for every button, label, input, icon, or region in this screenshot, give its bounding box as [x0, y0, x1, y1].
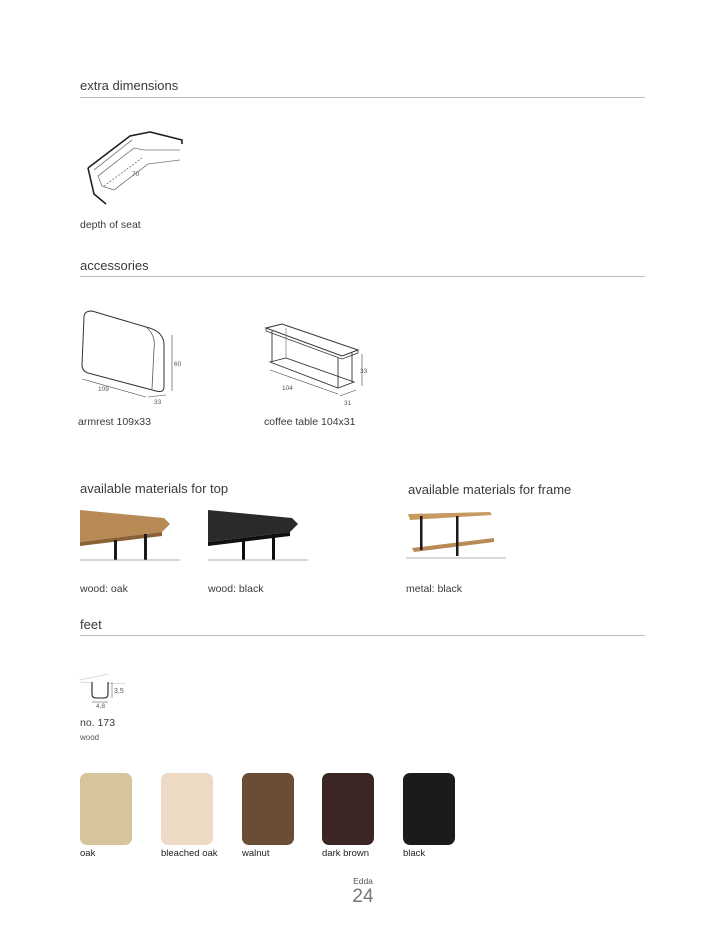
coffee-table-depth-label: 31 — [344, 400, 352, 407]
section-title-materials-frame: available materials for frame — [408, 482, 572, 497]
caption-coffee-table: coffee table 104x31 — [264, 416, 356, 428]
feet-model: no. 173 — [80, 717, 116, 729]
caption-wood-black: wood: black — [208, 583, 264, 595]
section-divider — [80, 276, 645, 277]
footer-brand: Edda — [353, 876, 373, 886]
swatch-label-dark-brown: dark brown — [322, 848, 369, 859]
armrest-height-label: 60 — [174, 361, 182, 368]
section-title-feet: feet — [80, 617, 102, 632]
section-divider — [80, 97, 645, 98]
material-wood-oak-image — [80, 510, 180, 562]
feet-material: wood — [80, 733, 100, 742]
swatch-bleached-oak — [161, 773, 213, 845]
caption-wood-oak: wood: oak — [80, 583, 128, 595]
foot-height-label: 3,5 — [114, 688, 124, 695]
seat-depth-drawing — [80, 128, 190, 208]
caption-depth-of-seat: depth of seat — [80, 219, 141, 231]
section-title-extra-dimensions: extra dimensions — [80, 78, 179, 93]
section-title-accessories: accessories — [80, 258, 149, 273]
swatch-label-walnut: walnut — [242, 848, 270, 859]
foot-drawing — [78, 664, 134, 712]
seat-depth-label: 70 — [132, 171, 140, 178]
swatch-oak — [80, 773, 132, 845]
swatch-label-bleached-oak: bleached oak — [161, 848, 218, 859]
caption-metal-black: metal: black — [406, 583, 463, 595]
armrest-drawing — [76, 305, 186, 409]
material-wood-black-image — [208, 510, 308, 562]
coffee-table-drawing — [262, 320, 374, 410]
material-metal-black-image — [406, 508, 506, 560]
swatch-label-black: black — [403, 848, 426, 859]
foot-width-label: 4,8 — [96, 703, 106, 710]
armrest-width-label: 109 — [98, 386, 109, 393]
armrest-depth-label: 33 — [154, 399, 162, 406]
page-number: 24 — [352, 886, 374, 907]
swatch-walnut — [242, 773, 294, 845]
caption-armrest: armrest 109x33 — [78, 416, 151, 428]
swatch-black — [403, 773, 455, 845]
swatch-dark-brown — [322, 773, 374, 845]
swatch-label-oak: oak — [80, 848, 96, 859]
section-divider — [80, 635, 645, 636]
coffee-table-height-label: 33 — [360, 368, 368, 375]
coffee-table-width-label: 104 — [282, 385, 293, 392]
section-title-materials-top: available materials for top — [80, 481, 229, 496]
